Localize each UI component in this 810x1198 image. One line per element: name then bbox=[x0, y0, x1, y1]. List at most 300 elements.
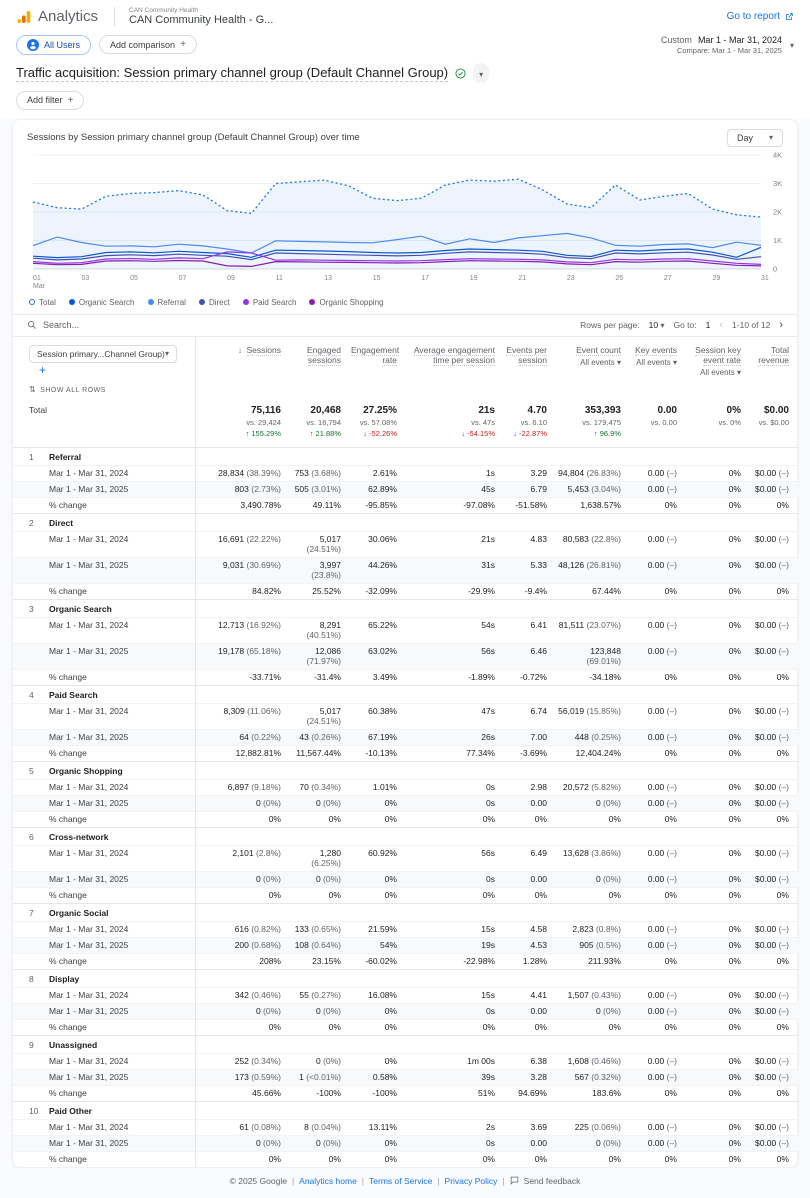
row-label-cell: % change bbox=[13, 1019, 195, 1035]
empty-cell bbox=[687, 599, 751, 617]
metric-share: (–) bbox=[664, 468, 677, 478]
metric-value: 0 bbox=[315, 874, 321, 884]
metric-value: 1,608 bbox=[567, 1056, 589, 1066]
metric-value: 2,823 bbox=[572, 924, 594, 934]
metric-value: 8,291 bbox=[319, 620, 341, 630]
metric-cell bbox=[195, 703, 291, 729]
row-label-cell: Mar 1 - Mar 31, 2024 bbox=[13, 531, 195, 557]
metric-cell bbox=[291, 1119, 351, 1135]
metric-value: 0% bbox=[728, 1022, 741, 1032]
metric-cell bbox=[557, 953, 631, 969]
metric-value: 15s bbox=[481, 924, 495, 934]
search-input[interactable] bbox=[43, 320, 303, 330]
copyright: © 2025 Google bbox=[229, 1175, 287, 1186]
metric-value: 84.82% bbox=[252, 586, 281, 596]
row-label-cell: Mar 1 - Mar 31, 2024 bbox=[13, 987, 195, 1003]
metric-value: 67.44% bbox=[592, 586, 621, 596]
legend-item-direct[interactable] bbox=[199, 298, 230, 307]
metric-value: $0.00 bbox=[754, 560, 777, 570]
send-feedback-link[interactable]: Send feedback bbox=[523, 1175, 581, 1186]
metric-share: (0%) bbox=[600, 1138, 621, 1148]
metric-share: (–) bbox=[776, 1006, 789, 1016]
metric-cell bbox=[195, 845, 291, 871]
metric-value: 2.98 bbox=[530, 782, 547, 792]
metric-value: 56,019 bbox=[558, 706, 585, 716]
metric-share: (–) bbox=[776, 620, 789, 630]
metric-value: 25.52% bbox=[312, 586, 341, 596]
metric-value: 0% bbox=[664, 814, 677, 824]
channel-name: Organic Shopping bbox=[49, 765, 123, 776]
legend-marker bbox=[243, 299, 249, 305]
metric-value: 0 bbox=[315, 1056, 321, 1066]
metric-value: 0% bbox=[728, 798, 741, 808]
goto-page-input[interactable]: 1 bbox=[705, 320, 711, 330]
metric-cell bbox=[291, 795, 351, 811]
metric-share: (0.08%) bbox=[248, 1122, 281, 1132]
legend-marker bbox=[69, 299, 75, 305]
table-row bbox=[13, 729, 799, 745]
metric-value: 0% bbox=[664, 748, 677, 758]
metric-value: 4.41 bbox=[530, 990, 547, 1000]
metric-cell bbox=[557, 703, 631, 729]
metric-share: (–) bbox=[664, 1056, 677, 1066]
empty-cell bbox=[751, 903, 799, 921]
column-header-total-revenue[interactable] bbox=[751, 337, 799, 398]
metric-value: -95.85% bbox=[365, 500, 397, 510]
total-value: 21s bbox=[478, 404, 495, 416]
total-change: ↓ -54.15% bbox=[461, 428, 495, 438]
add-comparison-chip[interactable] bbox=[99, 35, 197, 54]
metric-cell bbox=[751, 1053, 799, 1069]
metric-cell bbox=[751, 1003, 799, 1019]
metric-cell bbox=[407, 669, 505, 685]
metric-value: 19,178 bbox=[218, 646, 245, 656]
metric-cell bbox=[351, 937, 407, 953]
row-number: 10 bbox=[29, 1105, 39, 1116]
metric-cell bbox=[407, 937, 505, 953]
metric-cell bbox=[351, 845, 407, 871]
column-label-text: Sessions bbox=[246, 344, 281, 355]
row-number: 1 bbox=[29, 451, 34, 462]
terms-of-service-link[interactable]: Terms of Service bbox=[369, 1175, 433, 1186]
events-filter-select[interactable] bbox=[687, 368, 741, 377]
empty-cell bbox=[351, 827, 407, 845]
metric-cell bbox=[631, 669, 687, 685]
channel-name: Cross-network bbox=[49, 831, 109, 842]
metric-cell bbox=[351, 669, 407, 685]
metric-share: (0%) bbox=[260, 1138, 281, 1148]
metric-value: -51.58% bbox=[515, 500, 547, 510]
total-comparison-value: vs. 0.00 bbox=[650, 417, 677, 427]
metric-cell bbox=[407, 1019, 505, 1035]
channel-group-row-organic-shopping bbox=[13, 761, 799, 779]
empty-cell bbox=[291, 685, 351, 703]
metric-share: (–) bbox=[664, 534, 677, 544]
dimension-select[interactable] bbox=[29, 345, 177, 363]
metric-share: (2.8%) bbox=[253, 848, 281, 858]
privacy-policy-link[interactable]: Privacy Policy bbox=[444, 1175, 498, 1186]
metric-cell bbox=[291, 845, 351, 871]
empty-cell bbox=[751, 761, 799, 779]
metric-value: 0 bbox=[255, 874, 261, 884]
metric-value: 0% bbox=[728, 990, 741, 1000]
granularity-select[interactable] bbox=[727, 129, 783, 147]
empty-cell bbox=[631, 903, 687, 921]
metric-value: 0% bbox=[728, 534, 741, 544]
metric-cell bbox=[687, 1119, 751, 1135]
metric-cell bbox=[407, 1085, 505, 1101]
metric-cell bbox=[687, 669, 751, 685]
table-row bbox=[13, 1003, 799, 1019]
x-axis-tick: 09 bbox=[227, 274, 235, 282]
table-row bbox=[13, 617, 799, 643]
metric-cell bbox=[751, 795, 799, 811]
metric-cell bbox=[687, 871, 751, 887]
column-header-average-engagement-time-per-session[interactable] bbox=[407, 337, 505, 398]
all-users-chip[interactable] bbox=[16, 35, 91, 55]
empty-cell bbox=[351, 599, 407, 617]
metric-value: 9,031 bbox=[222, 560, 245, 570]
metric-share: (15.85%) bbox=[584, 706, 621, 716]
table-row bbox=[13, 703, 799, 729]
metric-cell bbox=[407, 1003, 505, 1019]
column-header-key-events[interactable] bbox=[631, 337, 687, 398]
metric-cell bbox=[351, 811, 407, 827]
metric-cell bbox=[291, 1053, 351, 1069]
metric-value: 5,017 bbox=[319, 706, 341, 716]
metric-cell bbox=[291, 871, 351, 887]
metric-cell bbox=[557, 531, 631, 557]
metric-cell bbox=[291, 557, 351, 583]
metric-value: 0% bbox=[482, 890, 495, 900]
column-label bbox=[351, 344, 400, 365]
metric-cell bbox=[505, 729, 557, 745]
metric-value: 905 bbox=[579, 940, 594, 950]
empty-cell bbox=[631, 1035, 687, 1053]
metric-cell bbox=[407, 745, 505, 761]
x-axis-tick: 31 bbox=[761, 274, 769, 282]
metric-value: 0% bbox=[728, 468, 741, 478]
channel-group-row-organic-search bbox=[13, 599, 799, 617]
metric-cell bbox=[751, 987, 799, 1003]
metric-share: (–) bbox=[776, 468, 789, 478]
metric-value: -33.71% bbox=[249, 672, 281, 682]
metric-cell bbox=[291, 1151, 351, 1167]
metric-cell bbox=[407, 953, 505, 969]
metric-cell bbox=[351, 921, 407, 937]
metric-value: 0% bbox=[608, 814, 621, 824]
metric-value: 4.58 bbox=[530, 924, 547, 934]
metric-value: -60.02% bbox=[365, 956, 397, 966]
next-page-button[interactable]: › bbox=[779, 318, 783, 331]
empty-cell bbox=[505, 513, 557, 531]
metric-value: 0 bbox=[315, 1006, 321, 1016]
add-filter-chip[interactable] bbox=[16, 91, 84, 110]
metric-share: (–) bbox=[664, 1006, 677, 1016]
report-title-menu-button[interactable] bbox=[473, 63, 489, 83]
empty-cell bbox=[195, 599, 291, 617]
metric-cell bbox=[291, 729, 351, 745]
row-label-cell: % change bbox=[13, 953, 195, 969]
metric-cell bbox=[557, 583, 631, 599]
column-label bbox=[505, 345, 547, 365]
metric-value: 0 bbox=[255, 1138, 261, 1148]
table-toolbar bbox=[13, 314, 797, 337]
metric-value: -97.08% bbox=[463, 500, 495, 510]
row-number: 3 bbox=[29, 603, 34, 614]
metric-cell bbox=[351, 1003, 407, 1019]
table-row bbox=[13, 779, 799, 795]
metric-share: (–) bbox=[664, 1122, 677, 1132]
metric-cell bbox=[291, 811, 351, 827]
metric-value: 6,897 bbox=[227, 782, 249, 792]
external-link-icon bbox=[784, 12, 794, 22]
metric-value: 7.00 bbox=[530, 732, 547, 742]
all-users-label: All Users bbox=[44, 40, 81, 50]
row-label-cell: Mar 1 - Mar 31, 2024 bbox=[13, 703, 195, 729]
metric-cell bbox=[291, 1135, 351, 1151]
metric-value: 0% bbox=[728, 1056, 741, 1066]
column-header-sessions[interactable] bbox=[195, 337, 291, 398]
metric-value: -34.18% bbox=[589, 672, 621, 682]
empty-cell bbox=[407, 969, 505, 987]
metric-cell bbox=[195, 617, 291, 643]
property-switcher[interactable] bbox=[114, 7, 273, 26]
sessions-time-series-chart bbox=[23, 147, 805, 297]
metric-cell bbox=[631, 643, 687, 669]
metric-cell bbox=[751, 729, 799, 745]
metric-cell bbox=[557, 729, 631, 745]
empty-cell bbox=[351, 685, 407, 703]
legend-item-referral[interactable] bbox=[148, 298, 186, 307]
metric-cell bbox=[195, 779, 291, 795]
metric-cell bbox=[291, 953, 351, 969]
metric-value: 0.00 bbox=[647, 1006, 665, 1016]
table-row bbox=[13, 557, 799, 583]
metric-value: 0s bbox=[486, 874, 495, 884]
x-axis-tick: 23 bbox=[566, 274, 575, 282]
metric-cell bbox=[195, 887, 291, 903]
column-header-engaged-sessions[interactable] bbox=[291, 337, 351, 398]
metric-value: 77.34% bbox=[466, 748, 495, 758]
metric-value: 6.41 bbox=[530, 620, 547, 630]
metric-cell bbox=[505, 583, 557, 599]
channel-group-row-paid-search bbox=[13, 685, 799, 703]
metric-cell bbox=[751, 465, 799, 481]
metric-cell bbox=[631, 557, 687, 583]
metric-share: (0.82%) bbox=[248, 924, 281, 934]
metric-value: 0% bbox=[384, 814, 397, 824]
metric-share: (–) bbox=[776, 782, 789, 792]
metric-cell bbox=[195, 1019, 291, 1035]
table-row bbox=[13, 953, 799, 969]
metric-cell bbox=[407, 779, 505, 795]
metric-share: (0.5%) bbox=[593, 940, 621, 950]
date-range-value: Mar 1 - Mar 31, 2024 bbox=[697, 35, 782, 45]
metric-share: (–) bbox=[664, 484, 677, 494]
metric-value: 0 bbox=[595, 874, 601, 884]
metric-cell bbox=[505, 953, 557, 969]
metric-share: (–) bbox=[664, 1072, 677, 1082]
empty-cell bbox=[557, 599, 631, 617]
date-range-picker[interactable] bbox=[661, 35, 794, 55]
empty-cell bbox=[407, 599, 505, 617]
metric-cell bbox=[291, 937, 351, 953]
metric-cell bbox=[687, 531, 751, 557]
metric-value: 0 bbox=[595, 1138, 601, 1148]
metric-share: (–) bbox=[664, 646, 677, 656]
metric-value: 0% bbox=[664, 586, 677, 596]
metric-cell bbox=[751, 1119, 799, 1135]
metric-value: 0.00 bbox=[647, 1122, 665, 1132]
table-row bbox=[13, 1053, 799, 1069]
table-row bbox=[13, 1019, 799, 1035]
empty-cell bbox=[631, 827, 687, 845]
empty-cell bbox=[751, 1035, 799, 1053]
metric-value: 0.00 bbox=[647, 534, 665, 544]
total-change: ↑ 21.88% bbox=[309, 428, 341, 438]
metric-share: (–) bbox=[776, 924, 789, 934]
table-row bbox=[13, 811, 799, 827]
metric-cell bbox=[687, 1085, 751, 1101]
metric-cell bbox=[505, 937, 557, 953]
metric-value: 0% bbox=[534, 1022, 547, 1032]
metric-cell bbox=[195, 497, 291, 513]
empty-cell bbox=[751, 827, 799, 845]
totals-metric-cell bbox=[505, 398, 557, 448]
empty-cell bbox=[351, 1101, 407, 1119]
total-value: 20,468 bbox=[310, 404, 341, 416]
metric-cell bbox=[351, 887, 407, 903]
x-axis-tick: 15 bbox=[372, 274, 381, 282]
metric-share: (–) bbox=[664, 620, 677, 630]
metric-share: (0%) bbox=[320, 874, 341, 884]
empty-cell bbox=[351, 969, 407, 987]
metric-cell bbox=[505, 1135, 557, 1151]
show-all-rows-button[interactable] bbox=[29, 385, 187, 394]
y-axis-tick: 1K bbox=[773, 235, 783, 245]
legend-item-total[interactable] bbox=[29, 298, 56, 307]
empty-cell bbox=[505, 969, 557, 987]
property-name: CAN Community Health - G... bbox=[129, 14, 274, 26]
metric-cell bbox=[195, 1003, 291, 1019]
metric-value: 1.28% bbox=[522, 956, 547, 966]
events-filter-select[interactable] bbox=[557, 358, 621, 367]
legend-item-organic-search[interactable] bbox=[69, 298, 135, 307]
metric-cell bbox=[751, 583, 799, 599]
table-row bbox=[13, 465, 799, 481]
analytics-home-link[interactable]: Analytics home bbox=[299, 1175, 357, 1186]
legend-label: Total bbox=[39, 297, 56, 307]
metric-share: (0.27%) bbox=[308, 990, 341, 1000]
metric-value: 2s bbox=[486, 1122, 495, 1132]
metric-cell bbox=[291, 703, 351, 729]
metric-cell bbox=[505, 557, 557, 583]
total-value: $0.00 bbox=[763, 404, 789, 416]
channel-name: Referral bbox=[49, 451, 82, 462]
metric-cell bbox=[407, 1119, 505, 1135]
empty-cell bbox=[631, 1101, 687, 1119]
page-title: Traffic acquisition: Session primary channel group (Default Channel Group) bbox=[16, 64, 449, 80]
metric-cell bbox=[195, 583, 291, 599]
metric-share: (71.97%) bbox=[306, 656, 341, 666]
totals-metric-cell bbox=[751, 398, 799, 448]
metric-value: 123,848 bbox=[590, 646, 621, 656]
metric-cell bbox=[557, 745, 631, 761]
column-header-session-key-event-rate[interactable] bbox=[687, 337, 751, 398]
table-row bbox=[13, 1069, 799, 1085]
metric-value: 13.11% bbox=[368, 1122, 397, 1132]
channel-name: Organic Social bbox=[49, 907, 109, 918]
metric-cell bbox=[631, 1135, 687, 1151]
empty-cell bbox=[351, 447, 407, 465]
channel-name-cell bbox=[13, 513, 195, 531]
metric-cell bbox=[351, 481, 407, 497]
previous-page-button[interactable]: ‹ bbox=[719, 318, 724, 331]
empty-cell bbox=[195, 513, 291, 531]
metric-cell bbox=[195, 795, 291, 811]
go-to-report-link[interactable] bbox=[727, 11, 794, 22]
metric-cell bbox=[351, 729, 407, 745]
metric-value: 48,126 bbox=[558, 560, 585, 570]
rows-per-page-select[interactable] bbox=[649, 320, 665, 330]
metric-share: (–) bbox=[664, 706, 677, 716]
metric-share: (0%) bbox=[600, 874, 621, 884]
metric-value: 0% bbox=[384, 1056, 397, 1066]
metric-cell bbox=[557, 1053, 631, 1069]
metric-cell bbox=[505, 531, 557, 557]
metric-cell bbox=[631, 531, 687, 557]
metric-value: $0.00 bbox=[754, 1122, 777, 1132]
column-header-event-count[interactable] bbox=[557, 337, 631, 398]
metric-value: 61 bbox=[239, 1122, 249, 1132]
metric-value: 70 bbox=[299, 782, 309, 792]
metric-value: 0 bbox=[315, 1138, 321, 1148]
empty-cell bbox=[291, 599, 351, 617]
empty-cell bbox=[557, 1101, 631, 1119]
y-axis-tick: 0 bbox=[773, 264, 778, 273]
chevron-down-icon: ▾ bbox=[164, 349, 169, 358]
legend-item-organic-shopping[interactable] bbox=[309, 298, 383, 307]
x-axis-tick: 17 bbox=[421, 274, 430, 282]
metric-cell bbox=[631, 583, 687, 599]
metric-cell bbox=[407, 845, 505, 871]
empty-cell bbox=[195, 1035, 291, 1053]
channel-name: Paid Other bbox=[49, 1105, 92, 1116]
metric-value: 94,804 bbox=[558, 468, 585, 478]
channel-name-cell bbox=[13, 827, 195, 845]
metric-cell bbox=[751, 617, 799, 643]
add-dimension-button[interactable]: + bbox=[39, 362, 47, 377]
metric-value: 0.00 bbox=[647, 1138, 665, 1148]
metric-cell bbox=[351, 1053, 407, 1069]
column-header-events-per-session[interactable] bbox=[505, 337, 557, 398]
metric-cell bbox=[631, 617, 687, 643]
metric-cell bbox=[505, 643, 557, 669]
chevron-down-icon: ▾ bbox=[616, 357, 621, 367]
column-header-engagement-rate[interactable] bbox=[351, 337, 407, 398]
total-change: ↑ 96.9% bbox=[593, 428, 621, 438]
metric-cell bbox=[505, 745, 557, 761]
metric-value: 1m 00s bbox=[467, 1056, 495, 1066]
legend-item-paid-search[interactable] bbox=[243, 298, 297, 307]
metric-cell bbox=[557, 617, 631, 643]
metric-value: 0% bbox=[776, 890, 789, 900]
metric-cell bbox=[631, 779, 687, 795]
events-filter-select[interactable] bbox=[631, 358, 677, 367]
x-axis-tick: 19 bbox=[469, 274, 478, 282]
metric-cell bbox=[291, 583, 351, 599]
